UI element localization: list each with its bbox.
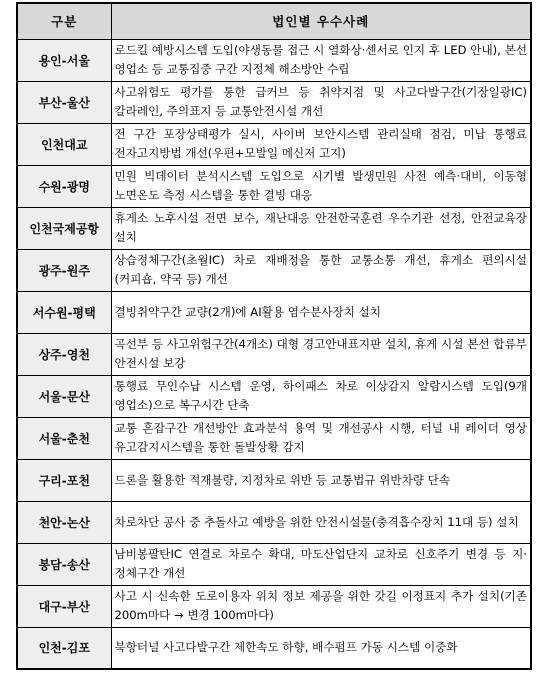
row-region: 대구-부산 xyxy=(17,585,111,627)
row-region: 서수원-평택 xyxy=(17,291,111,333)
row-description: 곡선부 등 사고위험구간(4개소) 대형 경고안내표지판 설치, 휴게 시설 본선 합류부 안전시설 보강 xyxy=(111,333,531,375)
table-row xyxy=(17,165,531,207)
row-description: 교통 혼잡구간 개선방안 효과분석 용역 및 개선공사 시행, 터널 내 레이더 영상 유고감지시스템을 통한 돌발상황 감지 xyxy=(111,417,531,459)
table-row xyxy=(17,543,531,585)
table-row xyxy=(17,39,531,81)
row-region: 인천-김포 xyxy=(17,627,111,669)
best-practices-table-container xyxy=(16,2,530,680)
row-region: 천안-논산 xyxy=(17,501,111,543)
table-header-row xyxy=(17,3,531,39)
table-row xyxy=(17,249,531,291)
row-description: 통행료 무인수납 시스템 운영, 하이패스 차로 이상감지 알람시스템 도입(9개 영업소)으로 복구시간 단축 xyxy=(111,375,531,417)
row-description: 전 구간 포장상태평가 실시, 사이버 보안시스템 관리실태 점검, 미납 통행료 전자고지방법 개선(우편+모발일 메신저 고지) xyxy=(111,123,531,165)
row-description: 드론을 활용한 적재불량, 지정차로 위반 등 교통법규 위반차량 단속 xyxy=(111,459,531,501)
table-row xyxy=(17,291,531,333)
row-region: 봉담-송산 xyxy=(17,543,111,585)
row-region: 서울-문산 xyxy=(17,375,111,417)
row-region: 인천국제공항 xyxy=(17,207,111,249)
row-description: 휴게소 노후시설 전면 보수, 재난대응 안전한국훈련 우수기관 선정, 안전교육장 설치 xyxy=(111,207,531,249)
table-row xyxy=(17,417,531,459)
row-description: 북항터널 사고다발구간 제한속도 하향, 배수펌프 가동 시스템 이중화 xyxy=(111,627,531,669)
table-row xyxy=(17,81,531,123)
header-cases: 법인별 우수사례 xyxy=(111,3,531,39)
header-region: 구분 xyxy=(17,3,111,39)
row-description: 결빙취약구간 교량(2개)에 AI활용 염수분사장치 설치 xyxy=(111,291,531,333)
row-description: 상습정체구간(초월IC) 차로 재배정을 통한 교통소통 개선, 휴게소 편의시설(커피숍, 약국 등) 개선 xyxy=(111,249,531,291)
table-row xyxy=(17,375,531,417)
table-body xyxy=(17,39,531,669)
table-row xyxy=(17,459,531,501)
best-practices-table xyxy=(16,2,532,670)
table-row xyxy=(17,501,531,543)
table-row xyxy=(17,333,531,375)
table-row xyxy=(17,627,531,669)
row-description: 차로차단 공사 중 추돌사고 예방을 위한 안전시설물(충격흡수장치 11대 등) 설치 xyxy=(111,501,531,543)
row-description: 사고 시 신속한 도로이용자 위치 정보 제공을 위한 갓길 이정표지 추가 설치(기존 200m마다 → 변경 100m마다) xyxy=(111,585,531,627)
row-description: 사고위험도 평가를 통한 급커브 등 취약지점 및 사고다발구간(기장일광IC) 칼라레인, 주의표지 등 교통안전시설 개선 xyxy=(111,81,531,123)
row-region: 용인-서울 xyxy=(17,39,111,81)
row-region: 인천대교 xyxy=(17,123,111,165)
table-row xyxy=(17,585,531,627)
table-row xyxy=(17,123,531,165)
row-description: 로드킬 예방시스템 도입(야생동물 접근 시 열화상·센서로 인지 후 LED 안내), 본선 영업소 등 교통집중 구간 지정체 해소방안 수립 xyxy=(111,39,531,81)
row-description: 민원 빅데이터 분석시스템 도입으로 시기별 발생민원 사전 예측·대비, 이동형 노면온도 측정 시스템을 통한 결빙 대응 xyxy=(111,165,531,207)
row-region: 부산-울산 xyxy=(17,81,111,123)
row-region: 서울-춘천 xyxy=(17,417,111,459)
row-region: 상주-영천 xyxy=(17,333,111,375)
row-description: 남비봉팔탄IC 연결로 차로수 확대, 마도산업단지 교차로 신호주기 변경 등 지·정체구간 개선 xyxy=(111,543,531,585)
table-row xyxy=(17,207,531,249)
row-region: 수원-광명 xyxy=(17,165,111,207)
row-region: 구리-포천 xyxy=(17,459,111,501)
row-region: 광주-원주 xyxy=(17,249,111,291)
